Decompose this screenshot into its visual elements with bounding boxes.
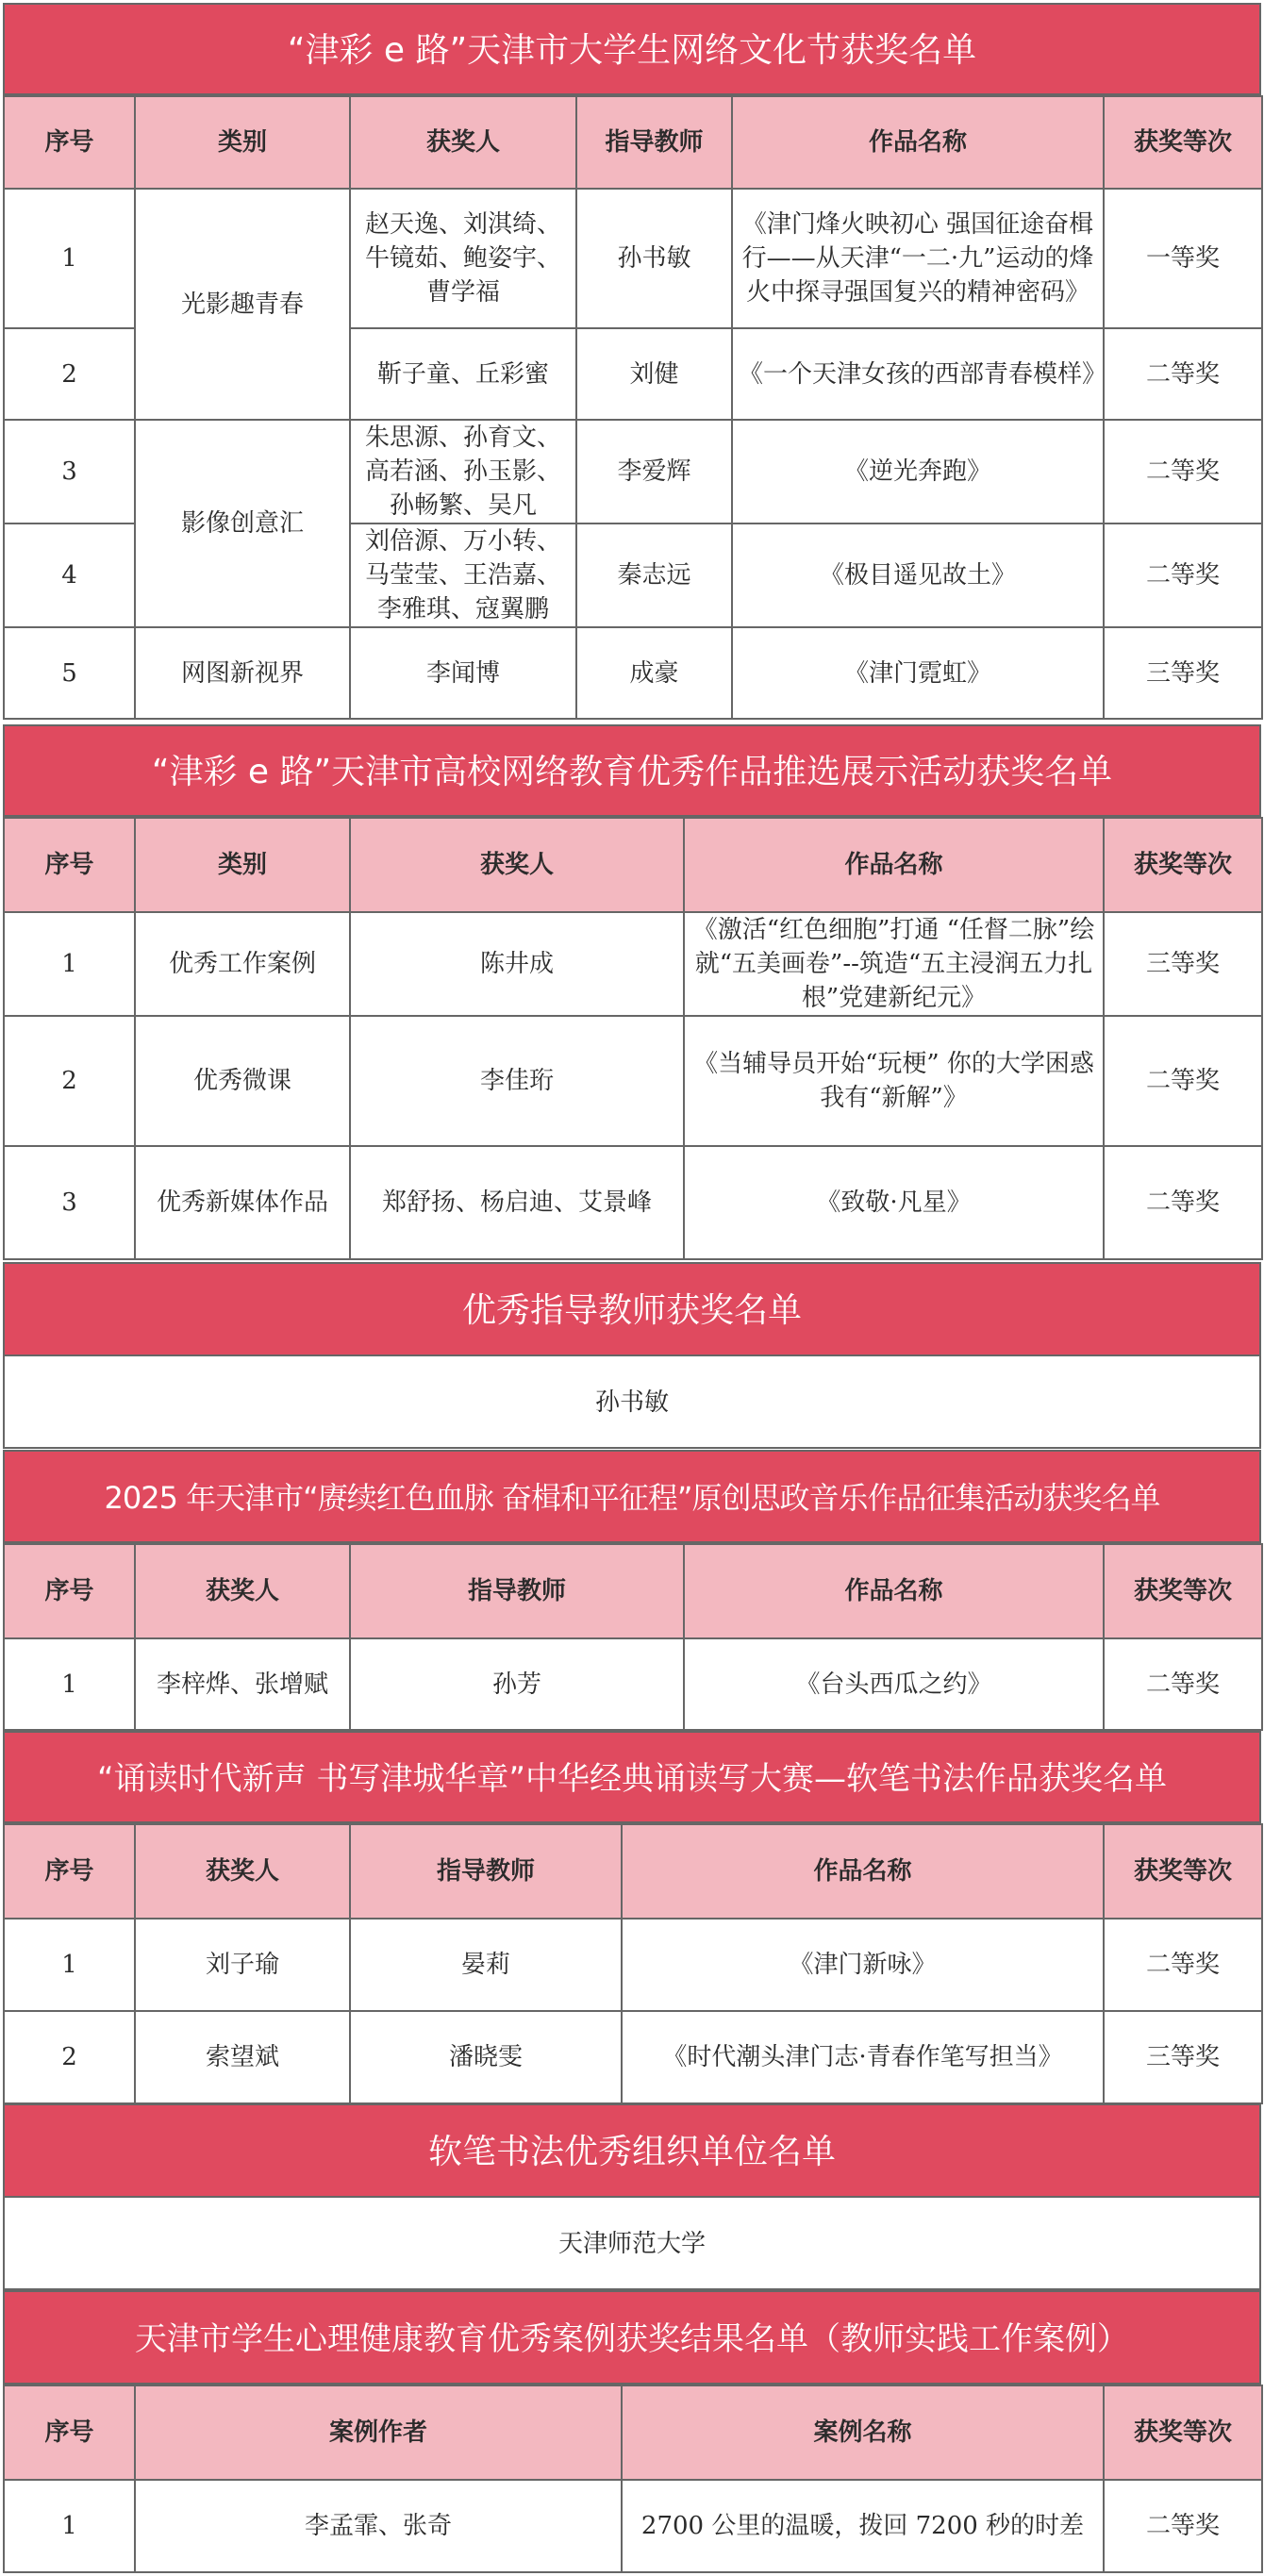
- awards-table: [3, 1543, 1263, 1731]
- col-header: 获奖等次: [1104, 96, 1262, 189]
- cell-teacher: 孙书敏: [576, 189, 732, 328]
- cell-winners: 李闻博: [350, 627, 576, 719]
- cell-teacher: 孙芳: [350, 1638, 684, 1730]
- col-header: 指导教师: [576, 96, 732, 189]
- table-row: [4, 1146, 1262, 1259]
- section-title: “诵读时代新声 书写津城华章”中华经典诵读写大赛—软笔书法作品获奖名单: [3, 1731, 1261, 1823]
- cell-category: 光影趣青春: [135, 189, 350, 420]
- cell-no: 1: [4, 1638, 135, 1730]
- cell-winners: 刘子瑜: [135, 1919, 350, 2011]
- col-header: 序号: [4, 96, 135, 189]
- table-row: [4, 2480, 1262, 2572]
- awards-table: [3, 1823, 1263, 2104]
- table-row: [4, 1638, 1262, 1730]
- col-header: 作品名称: [684, 818, 1104, 912]
- cell-award: 二等奖: [1104, 524, 1262, 627]
- cell-no: 2: [4, 2011, 135, 2103]
- section-calligraphy-works: [3, 1731, 1261, 2104]
- col-header: 获奖人: [350, 96, 576, 189]
- cell-award: 三等奖: [1104, 627, 1262, 719]
- cell-work: 《津门霓虹》: [732, 627, 1104, 719]
- cell-winners: 靳子童、丘彩蜜: [350, 328, 576, 420]
- col-header: 作品名称: [622, 1824, 1104, 1919]
- col-header: 案例作者: [135, 2385, 622, 2480]
- cell-winners: 陈井成: [350, 912, 684, 1016]
- cell-winners: 索望斌: [135, 2011, 350, 2103]
- table-row: [4, 2011, 1262, 2103]
- cell-work: 《时代潮头津门志·青春作笔写担当》: [622, 2011, 1104, 2103]
- col-header: 序号: [4, 1544, 135, 1638]
- col-header: 序号: [4, 1824, 135, 1919]
- cell-award: 二等奖: [1104, 1016, 1262, 1146]
- cell-work: 《逆光奔跑》: [732, 420, 1104, 524]
- table-header-row: [4, 1824, 1262, 1919]
- table-row: [4, 1919, 1262, 2011]
- cell-award: 二等奖: [1104, 328, 1262, 420]
- col-header: 获奖人: [135, 1824, 350, 1919]
- cell-no: 5: [4, 627, 135, 719]
- section-title: 软笔书法优秀组织单位名单: [3, 2103, 1261, 2198]
- cell-authors: 李孟霏、张奇: [135, 2480, 622, 2572]
- table-row: [4, 420, 1262, 524]
- cell-no: 3: [4, 1146, 135, 1259]
- cell-award: 一等奖: [1104, 189, 1262, 328]
- cell-award: 二等奖: [1104, 2480, 1262, 2572]
- col-header: 获奖等次: [1104, 1824, 1262, 1919]
- col-header: 指导教师: [350, 1824, 622, 1919]
- cell-work: 《致敬·凡星》: [684, 1146, 1104, 1259]
- col-header: 指导教师: [350, 1544, 684, 1638]
- col-header: 获奖等次: [1104, 2385, 1262, 2480]
- cell-teacher: 潘晓雯: [350, 2011, 622, 2103]
- cell-winners: 赵天逸、刘淇绮、牛镜茹、鲍姿宇、曹学福: [350, 189, 576, 328]
- cell-no: 2: [4, 1016, 135, 1146]
- cell-teacher: 李爱辉: [576, 420, 732, 524]
- cell-category: 网图新视界: [135, 627, 350, 719]
- cell-work: 《当辅导员开始“玩梗” 你的大学困惑我有“新解”》: [684, 1016, 1104, 1146]
- table-header-row: [4, 818, 1262, 912]
- cell-work: 《激活“红色细胞”打通 “任督二脉”绘就“五美画卷”--筑造“五主浸润五力扎根”党建新纪元》: [684, 912, 1104, 1016]
- cell-category: 优秀微课: [135, 1016, 350, 1146]
- cell-teacher: 秦志远: [576, 524, 732, 627]
- cell-teacher: 成豪: [576, 627, 732, 719]
- col-header: 序号: [4, 818, 135, 912]
- cell-work: 《极目遥见故土》: [732, 524, 1104, 627]
- section-mental-health-cases: [3, 2290, 1261, 2573]
- cell-award: 二等奖: [1104, 1638, 1262, 1730]
- table-header-row: [4, 1544, 1262, 1638]
- cell-no: 2: [4, 328, 135, 420]
- cell-category: 优秀新媒体作品: [135, 1146, 350, 1259]
- section-calligraphy-organizer: [3, 2103, 1261, 2290]
- awards-table: [3, 817, 1263, 1260]
- cell-award: 三等奖: [1104, 912, 1262, 1016]
- cell-no: 1: [4, 912, 135, 1016]
- col-header: 作品名称: [732, 96, 1104, 189]
- section-title: 2025 年天津市“赓续红色血脉 奋楫和平征程”原创思政音乐作品征集活动获奖名单: [3, 1450, 1261, 1543]
- cell-category: 影像创意汇: [135, 420, 350, 627]
- cell-work: 《津门新咏》: [622, 1919, 1104, 2011]
- cell-award: 三等奖: [1104, 2011, 1262, 2103]
- col-header: 类别: [135, 96, 350, 189]
- cell-no: 1: [4, 2480, 135, 2572]
- col-header: 获奖人: [350, 818, 684, 912]
- table-row: [4, 912, 1262, 1016]
- cell-no: 1: [4, 189, 135, 328]
- col-header: 获奖等次: [1104, 818, 1262, 912]
- cell-no: 1: [4, 1919, 135, 2011]
- table-header-row: [4, 96, 1262, 189]
- cell-winners: 朱思源、孙育文、高若涵、孙玉影、孙畅繁、吴凡: [350, 420, 576, 524]
- section-network-culture-festival: [3, 3, 1261, 720]
- organizer-name: 天津师范大学: [3, 2198, 1261, 2290]
- cell-winners: 刘倍源、万小转、马莹莹、王浩嘉、李雅琪、寇翼鹏: [350, 524, 576, 627]
- awards-table: [3, 2385, 1263, 2573]
- section-online-education-works: [3, 724, 1261, 1260]
- cell-award: 二等奖: [1104, 1919, 1262, 2011]
- col-header: 获奖等次: [1104, 1544, 1262, 1638]
- col-header: 类别: [135, 818, 350, 912]
- col-header: 获奖人: [135, 1544, 350, 1638]
- table-row: [4, 627, 1262, 719]
- cell-teacher: 刘健: [576, 328, 732, 420]
- section-title: “津彩 e 路”天津市高校网络教育优秀作品推选展示活动获奖名单: [3, 724, 1261, 817]
- col-header: 序号: [4, 2385, 135, 2480]
- cell-winners: 李梓烨、张增赋: [135, 1638, 350, 1730]
- section-title: 优秀指导教师获奖名单: [3, 1262, 1261, 1356]
- table-row: [4, 1016, 1262, 1146]
- col-header: 案例名称: [622, 2385, 1104, 2480]
- cell-work: 《津门烽火映初心 强国征途奋楫行——从天津“一二·九”运动的烽火中探寻强国复兴的精神密码》: [732, 189, 1104, 328]
- table-header-row: [4, 2385, 1262, 2480]
- cell-work: 《台头西瓜之约》: [684, 1638, 1104, 1730]
- cell-award: 二等奖: [1104, 420, 1262, 524]
- cell-category: 优秀工作案例: [135, 912, 350, 1016]
- section-excellent-teacher: [3, 1262, 1261, 1449]
- section-title: 天津市学生心理健康教育优秀案例获奖结果名单（教师实践工作案例）: [3, 2290, 1261, 2385]
- awards-table: [3, 95, 1263, 720]
- cell-no: 3: [4, 420, 135, 524]
- cell-work: 《一个天津女孩的西部青春模样》: [732, 328, 1104, 420]
- cell-winners: 郑舒扬、杨启迪、艾景峰: [350, 1146, 684, 1259]
- cell-teacher: 晏莉: [350, 1919, 622, 2011]
- section-title: “津彩 e 路”天津市大学生网络文化节获奖名单: [3, 3, 1261, 95]
- section-music-works: [3, 1450, 1261, 1731]
- cell-case: 2700 公里的温暖，拨回 7200 秒的时差: [622, 2480, 1104, 2572]
- cell-no: 4: [4, 524, 135, 627]
- col-header: 作品名称: [684, 1544, 1104, 1638]
- table-row: [4, 189, 1262, 328]
- cell-award: 二等奖: [1104, 1146, 1262, 1259]
- cell-winners: 李佳珩: [350, 1016, 684, 1146]
- teacher-name: 孙书敏: [3, 1356, 1261, 1449]
